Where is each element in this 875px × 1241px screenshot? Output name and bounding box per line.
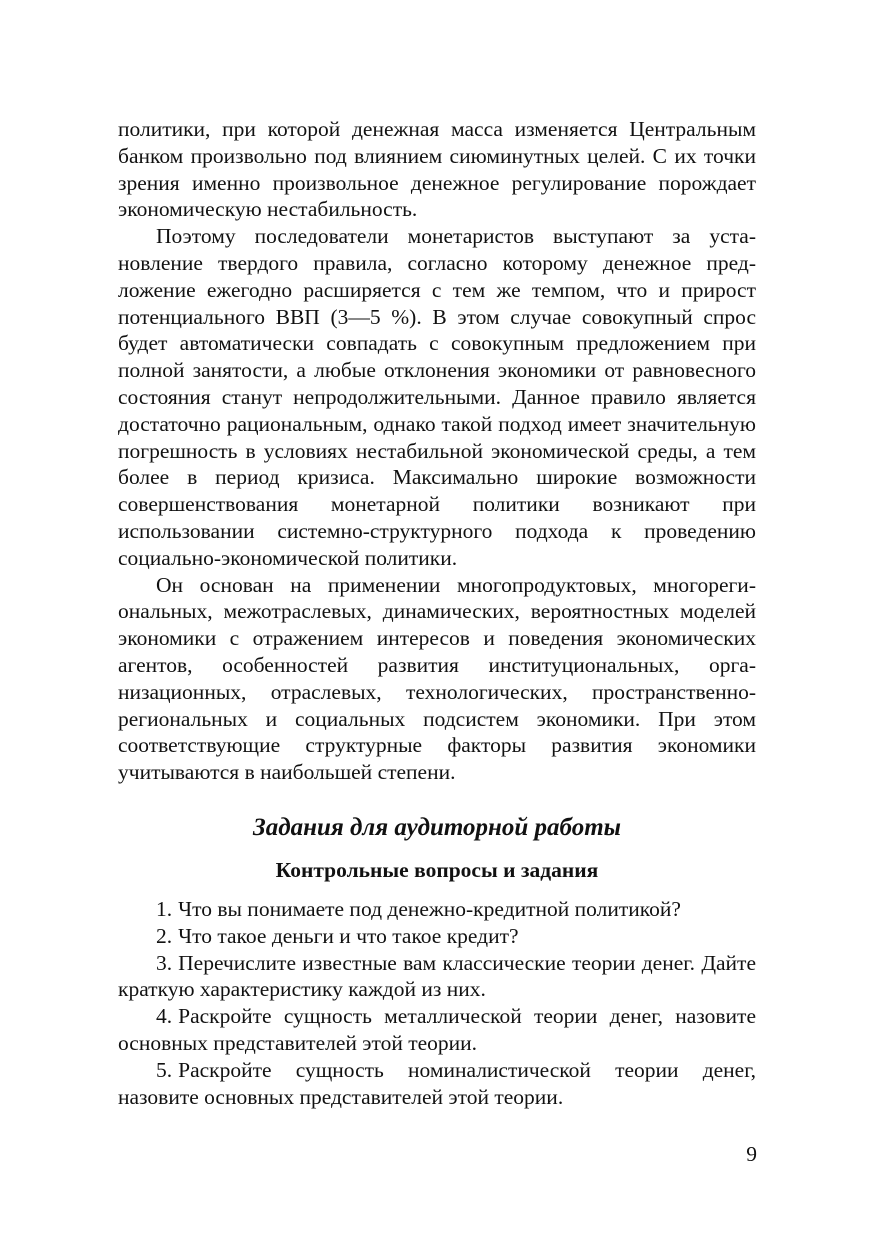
body-paragraph-3: Он основан на применении многопродуктовых, многорегиональных, межотраслевых, динамических, вероятностных моделей экономики с отражением интересов и поведения экономических агентов, особенностей развития институциональных, организационных, отраслевых, технологических, пространственно-региональных и социальных подсистем экономики. При этом соответствующие структурные факторы развития экономики учитываются в наибольшей степени. [118,572,756,785]
question-item-3 [118,950,756,1004]
question-text: Перечислите известные вам классические теории денег. Дайте краткую характеристику каждой из них. [118,950,756,1002]
question-item-4 [118,1003,756,1057]
question-number: 2. [156,923,173,948]
question-number: 4. [156,1004,173,1029]
question-item-2 [118,923,756,950]
question-number: 3. [156,950,173,975]
question-item-5 [118,1057,756,1111]
question-number: 5. [156,1057,173,1082]
section-title: Задания для аудиторной работы [253,813,621,841]
page-content [118,116,756,1110]
subsection-title: Контрольные вопросы и задания [275,857,599,882]
question-number: 1. [156,896,173,921]
body-paragraph-2: Поэтому последователи монетаристов выступают за установление твердого правила, согласно которому денежное предложение ежегодно расширяется с тем же темпом, что и прирост потенциального ВВП (3—5 %). В этом случае совокупный спрос будет автоматически совпадать с совокупным предложением при полной занятости, а любые отклонения экономики от равновесного состояния станут непродолжительными. Данное правило является достаточно рациональным, однако такой подход имеет значительную погрешность в условиях нестабильной экономической среды, а тем более в период кризиса. Максимально широкие возможности совершенствования монетарной политики возникают при использовании системно-структурного подхода к проведению социально-экономической политики. [118,224,756,570]
page-number: 9 [746,1142,757,1166]
question-text: Что вы понимаете под денежно-кредитной политикой? [178,896,681,921]
question-text: Что такое деньги и что такое кредит? [178,923,519,948]
question-item-1 [118,896,756,923]
questions-list [118,896,756,1110]
question-text: Раскройте сущность металлической теории денег, назовите основных представителей этой теории. [118,1004,756,1055]
question-text: Раскройте сущность номиналистической теории денег, назовите основных представителей этой теории. [118,1057,756,1109]
body-paragraph-1: политики, при которой денежная масса изменяется Центральным банком произвольно под влиянием сиюминутных целей. С их точки зрения именно произвольное денежное регулирование порождает экономическую нестабильность. [118,117,756,222]
